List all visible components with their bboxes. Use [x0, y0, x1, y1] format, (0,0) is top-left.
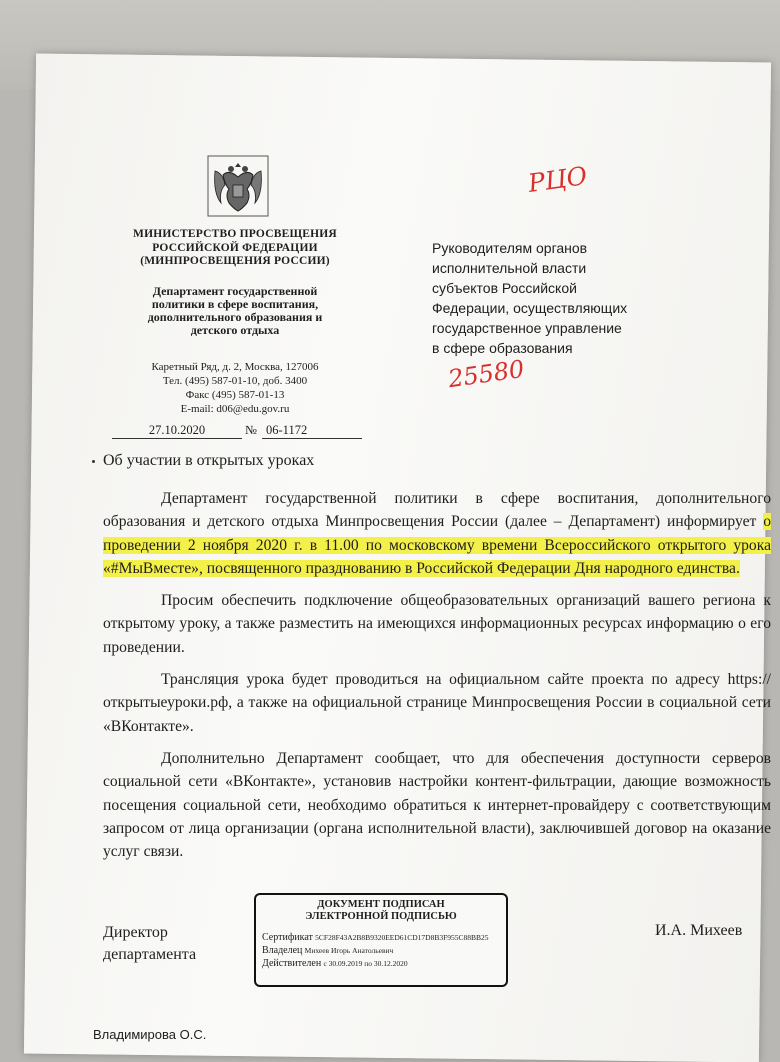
- highlighted-text: о проведении 2 ноября 2020 г. в 11.00 по московскому времени Всероссийского открытого урока «#МыВместе», посвященного празднованию в Российской Федерации Дня народного единства.: [103, 513, 771, 577]
- executor-name: Владимирова О.С.: [93, 1027, 207, 1042]
- bullet-dot: [92, 460, 95, 463]
- paragraph-3: Трансляция урока будет проводиться на официальном сайте проекта по адресу https://открытыеуроки.рф, а также на официальной странице Минпросвещения России в социальной сети «ВКонтакте».: [103, 671, 771, 735]
- stamp-title: ЭЛЕКТРОННОЙ ПОДПИСЬЮ: [305, 911, 457, 922]
- stamp-owner: [262, 944, 500, 957]
- department-line: Департамент государственной: [152, 284, 318, 298]
- stamp-validity: [262, 957, 500, 970]
- addressee-line: государственное управление: [432, 320, 622, 336]
- fax-line: Факс (495) 587-01-13: [185, 389, 285, 401]
- owner-name: Михеев Игорь Анатольевич: [304, 946, 394, 955]
- paragraph-2: Просим обеспечить подключение общеобразовательных организаций вашего региона к открытому уроку, а также разместить на имеющихся информационных ресурсах информацию о его проведении.: [103, 592, 771, 656]
- validity-period: с 30.09.2019 по 30.12.2020: [323, 959, 408, 968]
- phone-line: Тел. (495) 587-01-10, доб. 3400: [162, 375, 308, 387]
- position-line: департамента: [103, 946, 197, 963]
- stamp-title: ДОКУМЕНТ ПОДПИСАН: [317, 899, 445, 910]
- coat-of-arms-icon: [207, 155, 269, 217]
- department-line: детского отдыха: [190, 323, 280, 337]
- certificate-id: 5CF28F43A2B8B9320EED61CD17D8B3F955C88BB25: [315, 933, 489, 942]
- signatory-name: И.А. Михеев: [655, 922, 743, 939]
- addressee-line: Федерации, осуществляющих: [432, 300, 628, 316]
- position-line: Директор: [103, 924, 168, 941]
- department-name: [100, 285, 370, 337]
- addressee-line: субъектов Российской: [432, 280, 577, 296]
- department-address: [100, 360, 370, 416]
- paragraph-text: Департамент государственной политики в сфере воспитания, дополнительного образования и детского отдыха Минпросвещения России (далее – Департамент) информирует: [103, 490, 771, 531]
- document-number: 06-1172: [262, 423, 362, 439]
- stamp-label: Сертификат: [262, 932, 313, 943]
- stamp-label: Владелец: [262, 945, 303, 956]
- number-label: №: [245, 423, 257, 437]
- ministry-line: (МИНПРОСВЕЩЕНИЯ РОССИИ): [140, 255, 330, 267]
- ministry-name: [100, 228, 370, 269]
- addressee-line: исполнительной власти: [432, 260, 587, 276]
- stamp-certificate: [262, 931, 500, 944]
- handwritten-incoming-number: 25580: [446, 354, 526, 394]
- paragraph-4: Дополнительно Департамент сообщает, что для обеспечения доступности серверов социальной сети «ВКонтакте», установив настройки контент-фильтрации, дающие возможность посещения социальной сети, необходимо обратиться к интернет-провайдеру с соответствующим запросом от лица организации (органа исполнительной власти), заключившей договор на оказание услуг связи.: [103, 749, 771, 861]
- signatory-position: [103, 922, 196, 966]
- department-line: политики в сфере воспитания,: [151, 297, 319, 311]
- subject-text: Об участии в открытых уроках: [103, 452, 315, 469]
- addressee-line: Руководителям органов: [432, 240, 588, 256]
- ministry-line: РОССИЙСКОЙ ФЕДЕРАЦИИ: [152, 241, 318, 254]
- stamp-label: Действителен: [262, 958, 322, 969]
- letter-body: [103, 487, 771, 872]
- letter-subject: [92, 452, 314, 470]
- address-line: Каретный Ряд, д. 2, Москва, 127006: [151, 361, 319, 373]
- handwritten-note: РЦО: [526, 161, 589, 198]
- addressee-block: [432, 238, 692, 358]
- registration-line: [112, 423, 362, 439]
- department-line: дополнительного образования и: [147, 310, 323, 324]
- email-line: E-mail: d06@edu.gov.ru: [180, 403, 290, 415]
- paragraph-1: [103, 487, 771, 580]
- electronic-signature-stamp: [254, 893, 508, 987]
- document-date: 27.10.2020: [112, 423, 242, 439]
- ministry-line: МИНИСТЕРСТВО ПРОСВЕЩЕНИЯ: [133, 228, 337, 240]
- addressee-line: в сфере образования: [432, 340, 573, 356]
